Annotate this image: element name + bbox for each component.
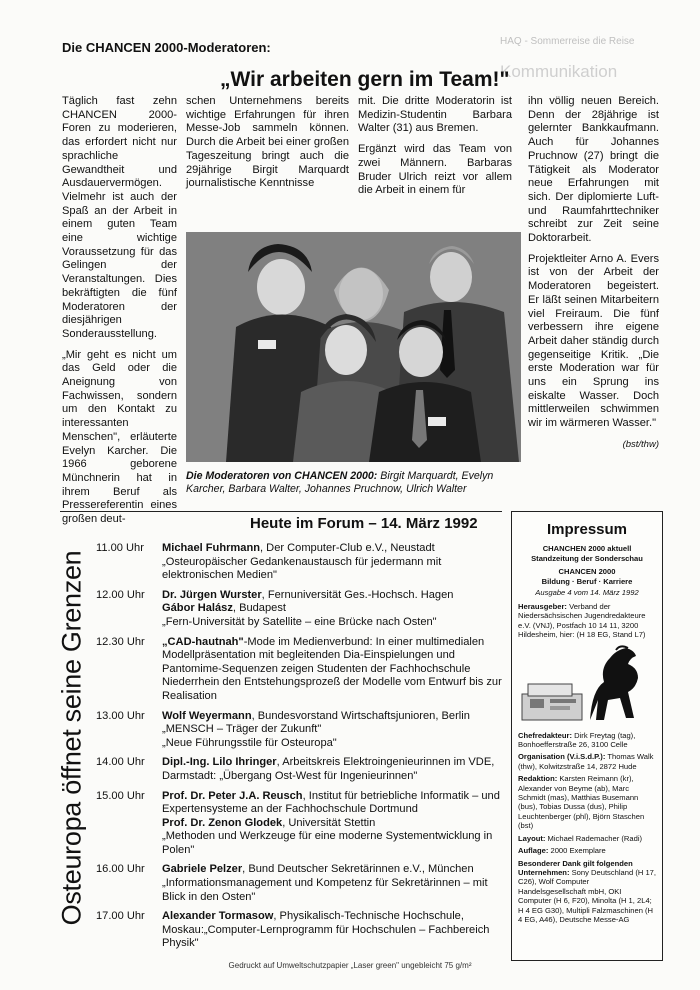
- schedule-line: [162, 542, 508, 556]
- bleed-through-text: Kommunikation: [500, 62, 618, 81]
- article-paragraph: Projektleiter Arno A. Evers ist von der Arbeit der Moderatoren begeistert. Er läßt seinen Mitarbeitern viel Freiraum. Die fünf verbessern ihre eigene Arbeit daher ständig durch gegenseitige Kritik. „Die erste Moderation war für uns ein Sprung ins eiskalte Wasser. Doch mittlerweilen schwimmen wir im wärmeren Wasser.": [528, 252, 659, 430]
- bleed-through-text: HAQ - Sommerreise die Reise: [500, 36, 635, 47]
- impressum-body: [518, 602, 656, 640]
- schedule-text: „MENSCH – Träger der Zukunft": [162, 723, 322, 736]
- team-photo: [186, 232, 521, 462]
- schedule-entry: [162, 756, 508, 783]
- article-paragraph: Täglich fast zehn CHANCEN 2000-Foren zu moderieren, das erfordert nicht nur sprachliche Gewandtheit und Ausdauervermögen. Vielmehr ist auch der Spaß an der Arbeit in einem guten Team eine wichtige Voraussetzung für das Gelingen der Veranstaltungen. Dies bekräftigten die fünf Moderatoren der diesjährigen Sonderausstellung.: [62, 95, 177, 340]
- article-paragraph: Ergänzt wird das Team von zwei Männern. Barbaras Bruder Ulrich reizt vor allem die Arbeit in einem für: [358, 143, 512, 197]
- impressum-credits: [518, 731, 656, 925]
- impressum-text: Verband der Niedersächsischen Jugendredakteure e.V. (VNJ), Postfach 10 14 11, 3200 Hildesheim, hier: (H 18 EG, Stand L7): [518, 602, 646, 640]
- schedule-text: , Bund Deutscher Sekretärinnen e.V., München: [242, 863, 474, 876]
- speaker-name: Wolf Weyermann: [162, 709, 252, 722]
- impressum-text: Karsten Reimann (kr), Alexander von Beyme (ab), Marc Schmidt (mas), Matthias Busemann (bus), Tobias Dussa (dus), Philip Leuchtenberger (phl), Björn Staschen (bst): [518, 774, 645, 831]
- schedule-entry: [162, 542, 508, 583]
- schedule-line: [162, 723, 508, 737]
- schedule-row: [96, 790, 508, 858]
- impressum-label: Herausgeber:: [518, 602, 567, 611]
- schedule-time: 11.00 Uhr: [96, 542, 144, 554]
- speaker-name: Alexander Tormasow: [162, 910, 274, 923]
- masthead-line: CHANCHEN 2000 aktuell: [542, 544, 632, 553]
- schedule-time: 12.30 Uhr: [96, 635, 145, 648]
- impressum-label: Auflage:: [518, 846, 549, 856]
- print-footer: Gedruckt auf Umweltschutzpapier „Laser green" ungebleicht 75 g/m²: [228, 961, 472, 970]
- issue-line: Ausgabe 4 vom 14. März 1992: [535, 588, 639, 597]
- schedule-text: , Physikalisch-Technische Hochschule, Moskau:„Computer-Lernprogramm für Hochschulen – Fachbereich Physik": [162, 910, 490, 950]
- impressum-text: 2000 Exemplare: [548, 846, 606, 856]
- schedule-text: , Fernuniversität Ges.-Hochsch. Hagen: [261, 588, 454, 601]
- schedule-text: , Der Computer-Club e.V., Neustadt: [260, 542, 435, 554]
- impressum-entry: [518, 846, 656, 855]
- speaker-name: Gabriele Pelzer: [162, 863, 243, 876]
- article-kicker: Die CHANCEN 2000-Moderatoren:: [62, 40, 271, 55]
- schedule-time: 16.00 Uhr: [96, 863, 145, 876]
- impressum-label: Chefredakteur:: [518, 730, 573, 740]
- speaker-name: Dr. Jürgen Wurster: [162, 588, 262, 601]
- speaker-name: Prof. Dr. Peter J.A. Reusch: [162, 789, 303, 802]
- schedule-text: -Mode im Medienverbund: In einer multimedialen Modellpräsentation mit begleitenden Dia-Einspielungen und Pantomime-Sequenzen zeigen Studenten der Fachhochschule Niederrhein den Entstehungsprozeß der Modelle vom Entwurf bis zur Realisation: [162, 635, 502, 702]
- forum-schedule: [96, 542, 508, 957]
- schedule-row: [96, 589, 508, 630]
- impressum-entry: [518, 602, 656, 640]
- schedule-row: [96, 910, 508, 951]
- schedule-line: [162, 790, 508, 817]
- impressum-label: Besonderer Dank gilt folgenden Unternehmen:: [518, 858, 633, 877]
- impressum-entry: [518, 774, 656, 830]
- article-paragraph: ihn völlig neuen Bereich. Denn der 28jährige ist gelernter Bankkaufmann. Auch für Johannes Pruchnow (27) bringt die Tätigkeit als Moderator neue Erfahrungen mit sich. Der diplomierte Luft- und Raumfahrttechniker schreibt zur Zeit seine Doktorarbeit.: [528, 95, 659, 245]
- schedule-line: [162, 877, 508, 904]
- schedule-line: [162, 910, 508, 951]
- schedule-entry: [162, 710, 508, 751]
- forum-title: Heute im Forum – 14. März 1992: [250, 515, 478, 532]
- speaker-name: Michael Fuhrmann: [162, 542, 261, 554]
- schedule-line: [162, 589, 508, 603]
- impressum-masthead: [512, 544, 662, 586]
- speaker-name: „CAD-hautnah": [162, 635, 244, 648]
- schedule-text: , Bundesvorstand Wirtschaftsjunioren, Berlin: [251, 709, 470, 722]
- schedule-entry: [162, 589, 508, 630]
- schedule-time: 12.00 Uhr: [96, 588, 145, 601]
- schedule-line: [162, 737, 508, 751]
- schedule-text: „Neue Führungsstile für Osteuropa": [162, 736, 337, 749]
- article-headline: „Wir arbeiten gern im Team!": [220, 68, 510, 91]
- schedule-line: [162, 556, 508, 583]
- speaker-name: Gábor Halász: [162, 602, 233, 615]
- schedule-line: [162, 830, 508, 857]
- author-credit: (bst/thw): [622, 438, 659, 450]
- schedule-time: 14.00 Uhr: [96, 756, 145, 769]
- article-column-2: [186, 95, 349, 198]
- article-column-1: [62, 95, 177, 534]
- horse-logo-icon: [520, 644, 652, 726]
- masthead-line: CHANCEN 2000: [558, 567, 616, 576]
- schedule-text: „Fern-Universität by Satellite – eine Brücke nach Osten": [162, 615, 437, 628]
- caption-names: Birgit Marquardt, Evelyn Karcher, Barbara Walter, Johannes Pruchnow, Ulrich Walter: [186, 470, 494, 495]
- impressum-label: Redaktion:: [518, 774, 558, 784]
- impressum-text: Thomas Walk (thw), Kolwitzstraße 14, 2872 Hude: [518, 752, 654, 771]
- impressum-label: Layout:: [518, 833, 546, 843]
- vertical-heading-wrap: [56, 538, 88, 938]
- speaker-name: Dipl.-Ing. Lilo Ihringer: [162, 756, 277, 769]
- schedule-row: [96, 710, 508, 751]
- schedule-line: [162, 710, 508, 724]
- schedule-text: , Universität Stettin: [282, 816, 376, 829]
- schedule-line: [162, 616, 508, 630]
- impressum-title: Impressum: [546, 521, 628, 538]
- impressum-text: Dirk Freytag (tag), Bonhoefferstraße 26, 3100 Celle: [518, 730, 636, 750]
- schedule-entry: [162, 863, 508, 904]
- schedule-entry: [162, 910, 508, 951]
- masthead-line: Standzeitung der Sonderschau: [531, 553, 643, 563]
- schedule-time: 13.00 Uhr: [96, 709, 145, 722]
- schedule-text: „Informationsmanagement und Kompetenz für Sekretärinnen – mit Blick in den Osten": [162, 877, 488, 903]
- impressum-text: Sony Deutschland (H 17, C26), Wolf Computer Handelsgesellschaft mbH, OKI Computer (H 6, F20), Minolta (H 1, 2L4; H 4 EG G30), Multipli Falzmaschinen (H 4 EG, A46), Deutsche Messe-AG: [518, 867, 657, 924]
- schedule-line: [162, 756, 508, 783]
- masthead-line: Bildung · Beruf · Karriere: [541, 576, 633, 586]
- impressum-label: Organisation (V.i.S.d.P.):: [518, 752, 606, 762]
- schedule-line: [162, 602, 508, 616]
- impressum-entry: [518, 859, 656, 925]
- schedule-text: , Budapest: [232, 602, 286, 615]
- schedule-row: [96, 863, 508, 904]
- impressum-entry: [518, 752, 656, 771]
- vertical-heading: Osteuropa öffnet seine Grenzen: [56, 550, 87, 926]
- section-divider: [60, 511, 502, 512]
- schedule-row: [96, 636, 508, 704]
- impressum-entry: [518, 834, 656, 843]
- schedule-line: [162, 817, 508, 831]
- schedule-text: , Arbeitskreis Elektroingenieurinnen im VDE, Darmstadt: „Übergang Ost-West für Ingenieurinnen": [162, 756, 495, 782]
- schedule-row: [96, 756, 508, 783]
- impressum-entry: [518, 731, 656, 750]
- schedule-text: „Methoden und Werkzeuge für eine moderne Systementwicklung in Polen": [162, 830, 493, 856]
- article-paragraph: mit. Die dritte Moderatorin ist Medizin-Studentin Barbara Walter (31) aus Bremen.: [358, 95, 512, 135]
- article-paragraph: „Mir geht es nicht um das Geld oder die Aneignung von Fachwissen, sondern um den Kontakt zu interessanten Menschen", erläuterte Evelyn Karcher. Die 1966 geborene Münchnerin hat in ihrem Beruf als Pressereferentin eines großen deut-: [62, 348, 177, 526]
- schedule-line: [162, 636, 508, 704]
- photo-caption: [186, 470, 521, 496]
- schedule-time: 15.00 Uhr: [96, 789, 145, 802]
- schedule-row: [96, 542, 508, 583]
- impressum-box: [511, 511, 663, 961]
- speaker-name: Prof. Dr. Zenon Glodek: [162, 816, 283, 829]
- impressum-text: Michael Rademacher (Radi): [545, 833, 643, 843]
- schedule-time: 17.00 Uhr: [96, 910, 145, 923]
- schedule-line: [162, 863, 508, 877]
- schedule-text: , Institut für betriebliche Informatik – und Expertensysteme an der Fachhochschule Dortmund: [162, 789, 500, 816]
- schedule-entry: [162, 636, 508, 704]
- schedule-entry: [162, 790, 508, 858]
- caption-lead: Die Moderatoren von CHANCEN 2000:: [186, 470, 378, 482]
- article-column-3: [358, 95, 512, 205]
- schedule-text: „Osteuropäischer Gedankenaustausch für jedermann mit elektronischen Medien": [162, 555, 442, 582]
- article-paragraph: schen Unternehmens bereits wichtige Erfahrungen für ihren Messe-Job sammeln können. Durch die Arbeit bei einer großen Tageszeitung bringt auch die 29jährige Birgit Marquardt journalistische Kenntnisse: [186, 95, 349, 190]
- article-column-4: [528, 95, 659, 459]
